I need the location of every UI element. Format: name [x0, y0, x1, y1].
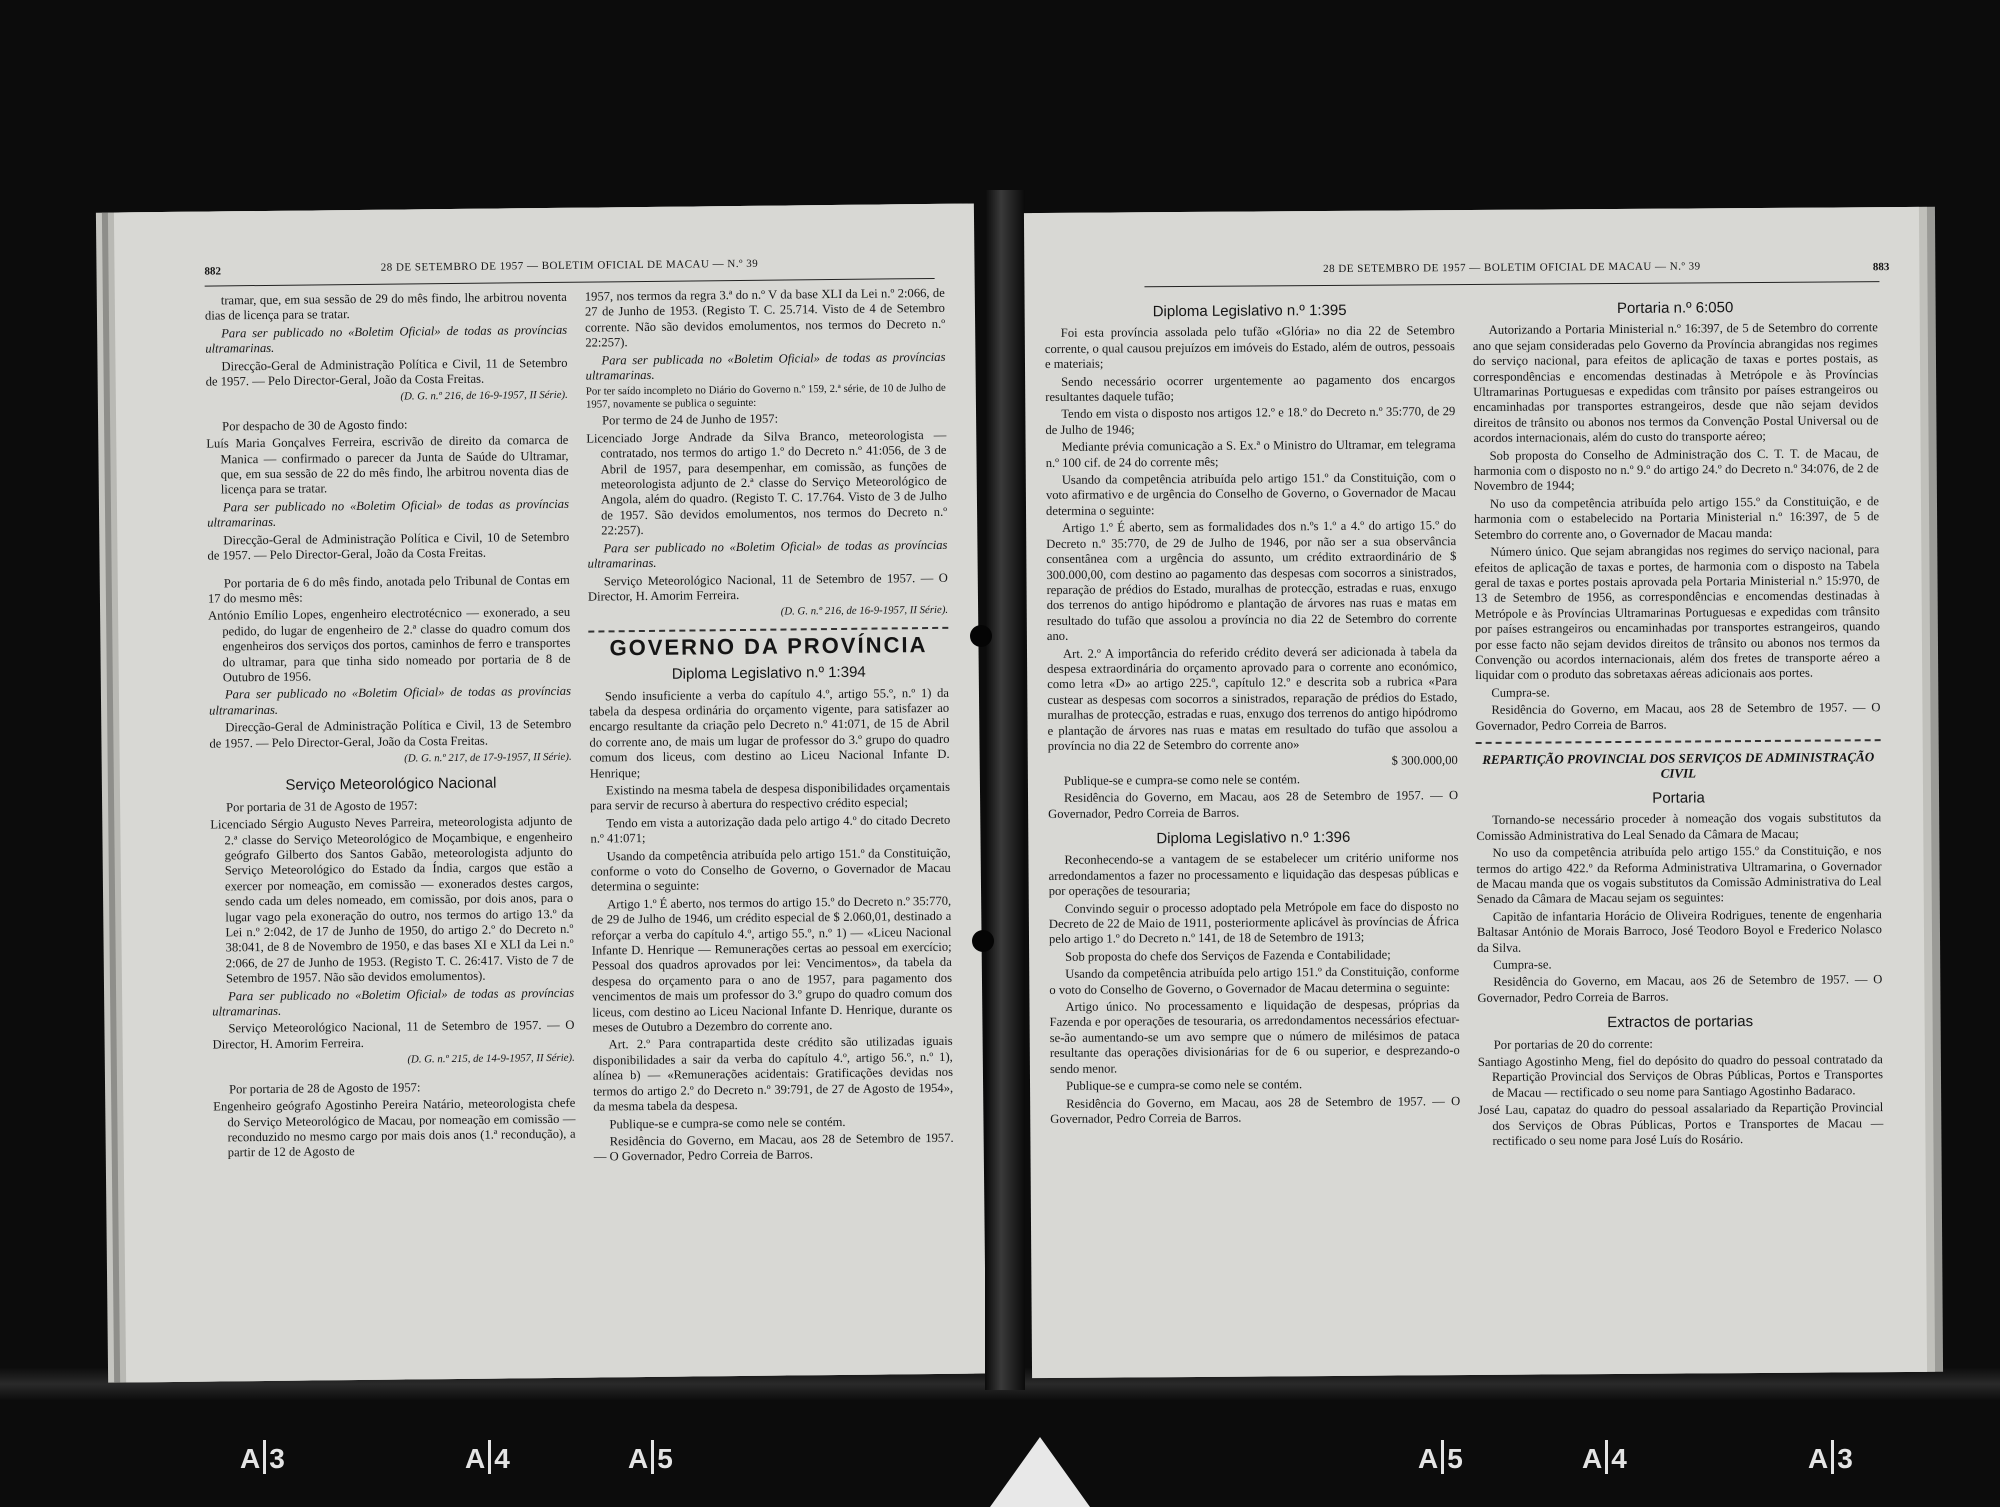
amount-line: $ 300.000,00: [1391, 753, 1458, 768]
paragraph: Tendo em vista a autorização dada pelo artigo 4.º do citado Decreto n.º 41:071;: [590, 812, 951, 846]
film-marker: A 5: [628, 1440, 673, 1475]
paragraph: Residência do Governo, em Macau, aos 28 de Setembro de 1957. — O Governador, Pedro Correia de Barros.: [1048, 788, 1459, 821]
entry-paragraph: Luís Maria Gonçalves Ferreira, escrivão de direito da comarca de Manica — confirmado o parecer da Junta de Saúde do Ultramar, que, em sua sessão de 22 do mês findo, lhe arbitrou noventa dias de licença para se tratar.: [206, 433, 569, 497]
section-heading: Diploma Legislativo n.º 1:394: [671, 663, 866, 683]
paragraph: Artigo 1.º É aberto, nos termos do artigo 15.º do Decreto n.º 35:770, de 29 de Julho de 1946, um crédito especial de $ 2.060,01, destinado a reforçar a verba do capítulo 4.º, artigo 55.º, n.º 1) — «Liceu Nacional Infante D. Henrique — Remunerações certas ao pessoal em exercício; Pessoal dos quadros aprovados por lei: Vencimentos», da tabela da despesa do orçamento para o ano de 1957, para pagamento dos vencimentos de mais um professor do 3.º grupo do quadro comum dos liceus, com destino ao Liceu Nacional Infante D. Henrique, durante os meses de Outubro a Dezembro do corrente ano.: [591, 893, 953, 1035]
paragraph: Residência do Governo, em Macau, aos 28 de Setembro de 1957. — O Governador, Pedro Correia de Barros.: [593, 1130, 954, 1164]
page-header: 28 DE SETEMBRO DE 1957 — BOLETIM OFICIAL DE MACAU — N.º 39: [204, 256, 934, 287]
paragraph: Reconhecendo-se a vantagem de se estabelecer um critério uniforme nos arredondamentos a fazer no processamento e liquidação das despesas públicas e por operações de tesouraria;: [1048, 850, 1459, 899]
paragraph: Publique-se e cumpra-se como nele se contém.: [609, 1114, 846, 1131]
section-heading: Portaria: [1652, 789, 1705, 807]
paragraph: Residência do Governo, em Macau, aos 28 de Setembro de 1957. — O Governador, Pedro Correia de Barros.: [1050, 1093, 1461, 1126]
paragraph: Residência do Governo, em Macau, aos 26 de Setembro de 1957. — O Governador, Pedro Correia de Barros.: [1477, 972, 1883, 1005]
divider: [1476, 739, 1881, 744]
paragraph: Usando da competência atribuída pelo artigo 151.º da Constituição, com o voto afirmativo e de urgência do Conselho de Governo, o Governador de Macau determina o seguinte:: [1045, 470, 1456, 518]
paragraph: Convindo seguir o processo adoptado pela Metrópole em face do disposto no Decreto de 22 de Maio de 1911, posteriormente aplicável às províncias de África pelo artigo 1.º do Decreto n.º 141, de 18 de Setembro de 1913;: [1048, 898, 1459, 947]
paragraph: Artigo único. No processamento e liquidação de despesas, próprias da Fazenda e por operações de tesouraria, os arredondamentos necessários efectuar-se-ão aumentando-se um avo sempre que o número de milésimos de pataca resultante das operações divisionárias for de 6 ou superior, e desprezando-o sendo menor.: [1049, 997, 1460, 1076]
left-column-2: [585, 286, 954, 1167]
paragraph: Sendo necessário ocorrer urgentemente ao pagamento dos encargos resultantes daquele tufão;: [1045, 371, 1456, 405]
film-notch: [990, 1437, 1090, 1507]
paragraph: Publique-se e cumpra-se como nele se contém.: [1063, 772, 1301, 788]
section-heading: Portaria n.º 6:050: [1616, 299, 1734, 318]
paragraph: Sob proposta do chefe dos Serviços de Fazenda e Contabilidade;: [1065, 947, 1391, 964]
paragraph: 1957, nos termos da regra 3.ª do n.º V da base XLI da Lei n.º 2:066, de 27 de Junho de 1953. (Registo T. C. 25.714. Visto de 4 de Setembro corrente. Não são devidos emolumentos, nos termos do Decreto n.º 22:257).: [584, 285, 946, 350]
paragraph: No uso da competência atribuída pelo artigo 155.º da Constituição, e nos termos do artigo 422.º da Reforma Administrativa Ultramarina, o Governador de Macau manda que os vogais substitutos da Comissão Administrativa do Leal Senado da Câmara de Macau sejam os seguintes:: [1476, 843, 1882, 907]
paragraph: Residência do Governo, em Macau, aos 28 de Setembro de 1957. — O Governador, Pedro Correia de Barros.: [1475, 700, 1881, 733]
paragraph: Sendo insuficiente a verba do capítulo 4.º, artigo 55.º, n.º 1) da tabela da despesa ordinária do orçamento vigente, para satisfazer ao encargo resultante da criação pelo Decreto n.º 41:071, de 15 de Abril do corrente ano, de mais um lugar de professor do 3.º grupo do quadro comum dos liceus, com destino ao Liceu Nacional Infante D. Henrique;: [589, 685, 950, 781]
page-number: 882: [204, 265, 222, 278]
paragraph: Número único. Que sejam abrangidas nos regimes do serviço nacional, para efeitos de aplicação de taxas e portes, de harmonia com o disposto na Tabela geral de taxas e portes postais aprovada pela Portaria Ministerial n.º 15:970, de 13 de Setembro de 1956, as correspondências e encomendas destinadas à Metrópole e às Províncias Ultramarinas Portuguesas e expedidas com trânsito por países estrangeiros ou encaminhadas por transportes estrangeiros, quando por esse facto não sejam devidos direitos de trânsito ou abonos nos termos da Convenção ou acordos internacionais, além dos fretes de transporte aéreo a liquidar com o produto das sobretaxas aéreas adicionais aos portes.: [1474, 542, 1881, 683]
publication-note: Para ser publicado no «Boletim Oficial» de todas as províncias ultramarinas.: [205, 322, 568, 356]
entry-paragraph: José Lau, capataz do quadro do pessoal assalariado da Repartição Provincial dos Serviços de Obras Públicas, Portos e Transportes de Macau — rectificado o seu nome para José Luís do Rosário.: [1478, 1100, 1884, 1148]
entry-paragraph: Licenciado Jorge Andrade da Silva Branco, meteorologista — contratado, nos termos do artigo 1.º do Decreto n.º 41:056, de 3 de Abril de 1957, para desempenhar, em comissão, as funções de meteorologista adjunto de 2.ª classe do Serviço Meteorológico de Angola, além do quadro. (Registo T. C. 17.764. Visto de 3 de Julho de 1957. São devidos emolumentos, nos termos do Decreto n.º 22:257).: [586, 427, 948, 538]
page-header: 28 DE SETEMBRO DE 1957 — BOLETIM OFICIAL DE MACAU — N.º 39: [1144, 259, 1879, 287]
right-column-1: [1045, 292, 1461, 1129]
entry-paragraph: António Emílio Lopes, engenheiro electrotécnico — exonerado, a seu pedido, do lugar de engenheiro de 2.ª classe do quadro comum dos engenheiros dos serviços dos portos, caminhos de ferro e transportes do ultramar, para que tinha sido nomeado por portaria de 8 de Outubro de 1956.: [208, 605, 571, 685]
paragraph: Por portaria de 31 de Agosto de 1957:: [226, 798, 418, 815]
paragraph: Por portaria de 28 de Agosto de 1957:: [229, 1080, 421, 1097]
paragraph: Mediante prévia comunicação a S. Ex.ª o Ministro do Ultramar, em telegrama n.º 100 cif. de 24 do corrente mês;: [1045, 437, 1456, 470]
department-title: REPARTIÇÃO PROVINCIAL DOS SERVIÇOS DE ADMINISTRAÇÃO CIVIL: [1482, 749, 1875, 781]
publication-note: Para ser publicado no «Boletim Oficial» de todas as províncias ultramarinas.: [587, 537, 948, 571]
paragraph: Publique-se e cumpra-se como nele se contém.: [1065, 1077, 1303, 1093]
paragraph: tramar, que, em sua sessão de 29 do mês findo, lhe arbitrou noventa dias de licença para se tratar.: [204, 289, 567, 323]
book-gutter: [985, 190, 1025, 1390]
film-marker: A 3: [240, 1440, 285, 1475]
right-page: [1024, 207, 1927, 1378]
citation: (D. G. n.º 215, de 14-9-1957, II Série).: [407, 1052, 575, 1066]
paragraph: Art. 2.º A importância do referido crédito deverá ser adicionada à tabela da despesa extraordinária do orçamento aprovado para o corrente ano económico, como letra «D» ao artigo 225.º, capítulo 12.º e descrita sob a rubrica «Para custear as despesas com socorros a sinistrados, reparação de prédios do Estado, muralhas de protecção, estradas e ruas, enxugo dos terrenos do antigo hipódromo e plantação de árvores nas ruas e matas em resultado do tufão que assolou a província no dia 22 de Setembro do corrente ano»: [1047, 643, 1458, 753]
right-column-2: [1473, 289, 1884, 1151]
publication-note: Para ser publicado no «Boletim Oficial» de todas as províncias ultramarinas.: [207, 496, 570, 530]
paragraph: Tendo em vista o disposto nos artigos 12.º e 18.º do Decreto n.º 35:770, de 29 de Julho de 1946;: [1045, 404, 1456, 437]
page-number: 883: [1872, 261, 1890, 274]
film-marker: A 4: [1582, 1440, 1627, 1475]
entry-paragraph: Engenheiro geógrafo Agostinho Pereira Natário, meteorologista chefe do Serviço Meteorológico de Macau, por nomeação em comissão — reconduzido no mesmo cargo por mais dois anos (1.ª recondução), a partir de 12 de Agosto de: [213, 1095, 576, 1160]
left-page: [114, 204, 986, 1383]
paragraph: Direcção-Geral de Administração Política e Civil, 13 de Setembro de 1957. — Pelo Director-Geral, João da Costa Freitas.: [209, 716, 572, 751]
paragraph: Por despacho de 30 de Agosto findo:: [222, 417, 408, 434]
paragraph: Foi esta província assolada pelo tufão «Glória» no dia 22 de Setembro corrente, o qual causou prejuízos em imóveis do Estado, além de outros, pessoais e materiais;: [1044, 323, 1455, 372]
paragraph: Usando da competência atribuída pelo artigo 151.º da Constituição, conforme o voto do Conselho de Governo, o Governador de Macau determina o seguinte:: [590, 845, 951, 894]
paragraph: Cumpra-se.: [1491, 685, 1550, 700]
paragraph: Por portaria de 6 do mês findo, anotada pelo Tribunal de Contas em 17 do mesmo mês:: [207, 572, 570, 606]
paragraph: Direcção-Geral de Administração Política e Civil, 10 de Setembro de 1957. — Pelo Director-Geral, João da Costa Freitas.: [207, 529, 570, 563]
citation: (D. G. n.º 216, de 16-9-1957, II Série).: [400, 389, 568, 403]
paragraph: Usando da competência atribuída pelo artigo 151.º da Constituição, conforme o voto do Conselho de Governo, o Governador de Macau determina o seguinte:: [1049, 964, 1460, 997]
citation: (D. G. n.º 217, de 17-9-1957, II Série).: [404, 750, 572, 765]
paragraph: Serviço Meteorológico Nacional, 11 de Setembro de 1957. — O Director, H. Amorim Ferreira.: [212, 1018, 575, 1052]
paragraph: Por portarias de 20 do corrente:: [1493, 1036, 1653, 1052]
paragraph: Sob proposta do Conselho de Administração dos C. T. T. de Macau, de harmonia com o disposto no n.º 9.º do artigo 24.º do Decreto n.º 34:076, de 2 de Novembro de 1944;: [1473, 445, 1879, 494]
paragraph: Tornando-se necessário proceder à nomeação dos vogais substitutos da Comissão Administrativa do Leal Senado da Câmara de Macau;: [1476, 810, 1882, 843]
publication-note: Para ser publicado no «Boletim Oficial» de todas as províncias ultramarinas.: [212, 985, 575, 1019]
section-heading: Serviço Meteorológico Nacional: [285, 774, 497, 795]
paragraph: Cumpra-se.: [1493, 957, 1552, 972]
paragraph: Serviço Meteorológico Nacional, 11 de Setembro de 1957. — O Director, H. Amorim Ferreira.: [587, 570, 948, 604]
paragraph: Art. 2.º Para contrapartida deste crédito são utilizadas iguais disponibilidades a sair da verba do capítulo 4.º, artigo 56.º, n.º 1), alínea b) — «Remunerações acidentais: Gratificações devidas nos termos do artigo 2.º do Decreto n.º 39:791, de 27 de Agosto de 1954», da mesma tabela da despesa.: [592, 1034, 954, 1114]
editorial-note: Por ter saído incompleto no Diário do Governo n.º 159, 2.ª série, de 10 de Julho de 1957, novamente se publica o seguinte:: [585, 382, 946, 412]
left-column-1: [205, 290, 576, 1163]
film-marker: A 4: [465, 1440, 510, 1475]
paragraph: Autorizando a Portaria Ministerial n.º 16:397, de 5 de Setembro do corrente ano que sejam consideradas pelo Governo da Província abrangidas nos regimes do serviço nacional, para efeitos de aplicação de taxas e portes postais, as correspondências e encomendas destinadas à Metrópole e às Províncias Ultramarinas Portuguesas e expedidas com trânsito por países estrangeiros ou encaminhadas por transportes estrangeiros, desde que não sejam devidos direitos de trânsito ou abonos nos termos da Convenção Postal Universal ou de acordos internacionais, além do custo do transporte aéreo;: [1472, 320, 1879, 446]
binding-hole: [970, 625, 992, 647]
citation: (D. G. n.º 216, de 16-9-1957, II Série).: [780, 604, 949, 618]
paragraph: Por termo de 24 de Junho de 1957:: [602, 412, 779, 428]
film-marker: A 5: [1418, 1440, 1463, 1475]
paragraph: Direcção-Geral de Administração Política e Civil, 11 de Setembro de 1957. — Pelo Director-Geral, João da Costa Freitas.: [205, 355, 568, 389]
publication-note: Para ser publicado no «Boletim Oficial» de todas as províncias ultramarinas.: [209, 684, 572, 718]
film-marker: A 3: [1808, 1440, 1853, 1475]
paragraph: Artigo 1.º É aberto, sem as formalidades dos n.ºs 1.º a 4.º do artigo 15.º do Decreto n.º 35:770, de 29 de Julho de 1946, por não ser a sua observância consentânea com a urgência do assunto, um crédito extraordinário de $ 300.000,00, com destino ao pagamento das despesas com socorros a sinistrados, reparação de prédios do Estado, muralhas de protecção, estradas e ruas, enxugo dos terrenos do antigo hipódromo e plantação de árvores nas ruas e matas em resultado do tufão que assolou a província no dia 22 de Setembro do corrente ano.: [1046, 518, 1457, 644]
section-heading: Diploma Legislativo n.º 1:395: [1152, 301, 1347, 321]
paragraph: Capitão de infantaria Horácio de Oliveira Rodrigues, tenente de engenharia Baltasar António de Morais Barroco, José Teodoro Boyol e Frederico Nolasco da Silva.: [1476, 906, 1883, 955]
binding-hole: [972, 930, 994, 952]
section-title: GOVERNO DA PROVÍNCIA: [609, 631, 928, 661]
paragraph: Existindo na mesma tabela de despesa disponibilidades orçamentais para servir de recurso à abertura do respectivo crédito especial;: [590, 779, 951, 813]
publication-note: Para ser publicada no «Boletim Oficial» de todas as províncias ultramarinas.: [585, 349, 946, 383]
paragraph: No uso da competência atribuída pelo artigo 155.º da Constituição, e de harmonia com o estabelecido na Portaria Ministerial n.º 16:397, de 5 de Setembro do corrente ano, o Governador de Macau manda:: [1474, 494, 1880, 542]
section-heading: Extractos de portarias: [1607, 1013, 1754, 1032]
entry-paragraph: Santiago Agostinho Meng, fiel do depósito do quadro do pessoal contratado da Repartição Provincial dos Serviços de Obras Públicas, Portos e Transportes de Macau — rectificado o seu nome para Santiago Agostinho Badaraco.: [1477, 1052, 1884, 1100]
entry-paragraph: Licenciado Sérgio Augusto Neves Parreira, meteorologista adjunto de 2.ª classe do Serviço Meteorológico de Moçambique, e engenheiro geógrafo Gilberto dos Santos Gabão, meteorologista adjunto do Serviço Meteorológico do Estado da Índia, cargos que estão a exercer por nomeação, em comissão — exonerados destes cargos, sendo cada um deles nomeado, em comissão, por dois anos, para o lugar vago pela exoneração do outro, nos termos do artigo 13.º da Lei n.º 2:042, de 17 de Junho de 1950, do artigo 2.º do Decreto n.º 38:041, de 8 de Novembro de 1950, e das bases XI e XLI da Lei n.º 2:066, de 27 de Junho de 1953. (Registo T. C. 26:417. Visto de 7 de Setembro de 1957. Não são devidos emolumentos).: [210, 813, 574, 986]
section-heading: Diploma Legislativo n.º 1:396: [1156, 828, 1351, 848]
